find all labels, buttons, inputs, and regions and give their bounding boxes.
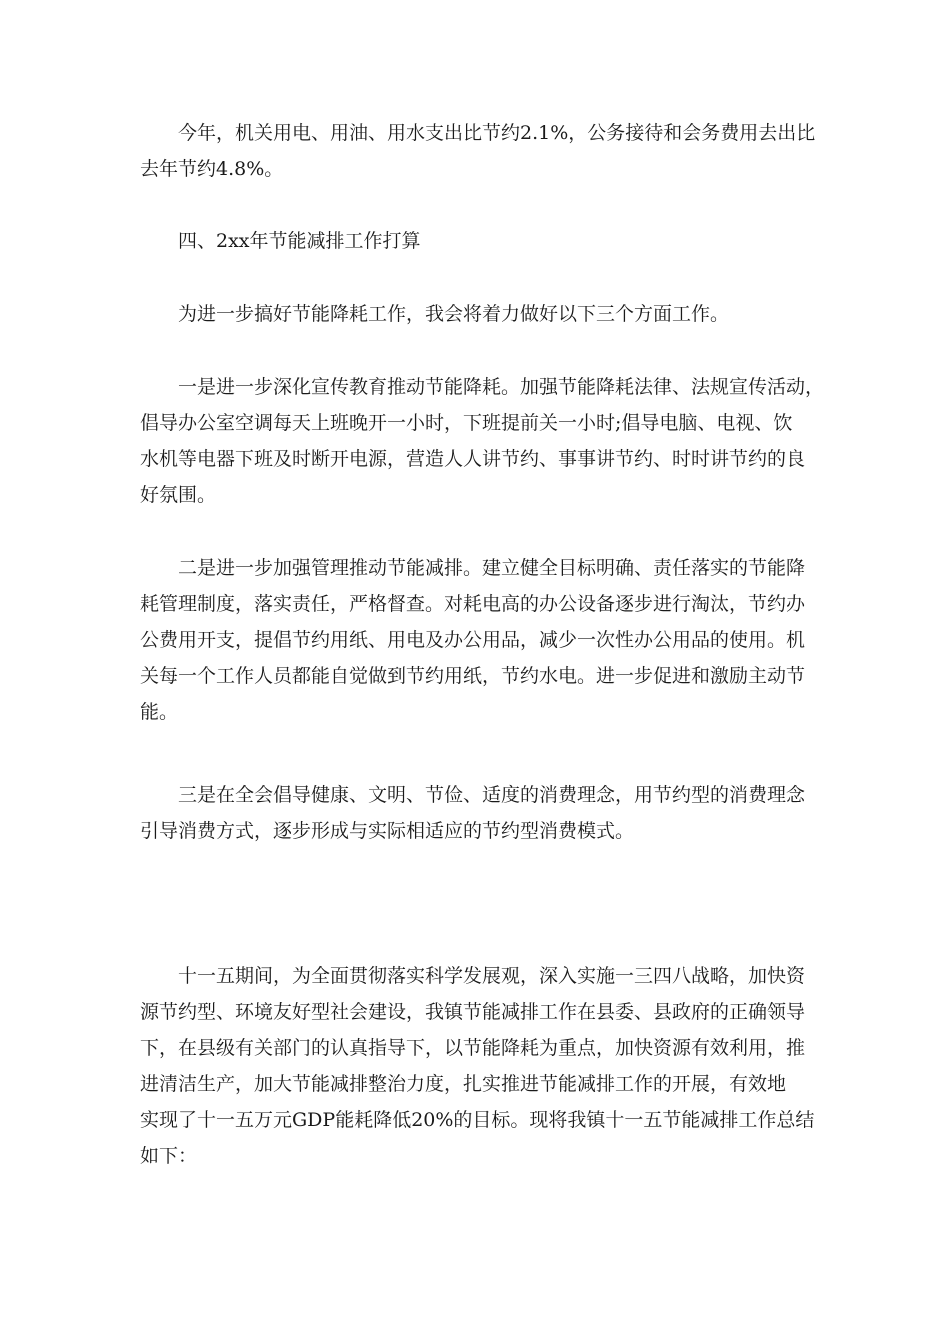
paragraph-line: 二是进一步加强管理推动节能减排。建立健全目标明确、责任落实的节能降 xyxy=(178,557,806,579)
paragraph-line: 引导消费方式，逐步形成与实际相适应的节约型消费模式。 xyxy=(140,820,635,842)
paragraph-line: 去年节约4.8%。 xyxy=(140,158,284,180)
paragraph-line: 如下： xyxy=(140,1145,198,1167)
section-heading-text: 四、2xx年节能减排工作打算 xyxy=(178,230,421,252)
paragraph-budget-savings xyxy=(140,115,816,187)
paragraph-line: 耗管理制度，落实责任，严格督查。对耗电高的办公设备逐步进行淘汰，节约办 xyxy=(140,593,806,615)
paragraph-line: 公费用开支，提倡节约用纸、用电及办公用品，减少一次性办公用品的使用。机 xyxy=(140,629,806,651)
paragraph-point-one xyxy=(140,369,825,513)
paragraph-line: 下，在县级有关部门的认真指导下，以节能降耗为重点，加快资源有效利用，推 xyxy=(140,1037,806,1059)
paragraph-summary xyxy=(140,958,815,1174)
paragraph-line: 三是在全会倡导健康、文明、节俭、适度的消费理念，用节约型的消费理念 xyxy=(178,784,806,806)
paragraph-line: 好氛围。 xyxy=(140,484,217,506)
paragraph-point-three xyxy=(140,777,810,849)
section-heading xyxy=(140,223,810,259)
paragraph-line: 源节约型、环境友好型社会建设，我镇节能减排工作在县委、县政府的正确领导 xyxy=(140,1001,806,1023)
paragraph-line: 进清洁生产，加大节能减排整治力度，扎实推进节能减排工作的开展，有效地 xyxy=(140,1073,787,1095)
paragraph-line: 今年，机关用电、用油、用水支出比节约2.1%，公务接待和会务费用去出比 xyxy=(178,122,816,144)
paragraph-line: 一是进一步深化宣传教育推动节能降耗。加强节能降耗法律、法规宣传活动， xyxy=(178,376,825,398)
paragraph-line: 关每一个工作人员都能自觉做到节约用纸，节约水电。进一步促进和激励主动节 xyxy=(140,665,806,687)
paragraph-intro xyxy=(140,296,810,332)
paragraph-line: 十一五期间，为全面贯彻落实科学发展观，深入实施一三四八战略，加快资 xyxy=(178,965,806,987)
paragraph-line: 水机等电器下班及时断开电源，营造人人讲节约、事事讲节约、时时讲节约的良 xyxy=(140,448,806,470)
paragraph-line: 能。 xyxy=(140,701,179,723)
paragraph-line: 为进一步搞好节能降耗工作，我会将着力做好以下三个方面工作。 xyxy=(178,303,730,325)
paragraph-line: 倡导办公室空调每天上班晚开一小时，下班提前关一小时;倡导电脑、电视、饮 xyxy=(140,412,793,434)
paragraph-point-two xyxy=(140,550,810,730)
paragraph-line: 实现了十一五万元GDP能耗降低20%的目标。现将我镇十一五节能减排工作总结 xyxy=(140,1109,815,1131)
